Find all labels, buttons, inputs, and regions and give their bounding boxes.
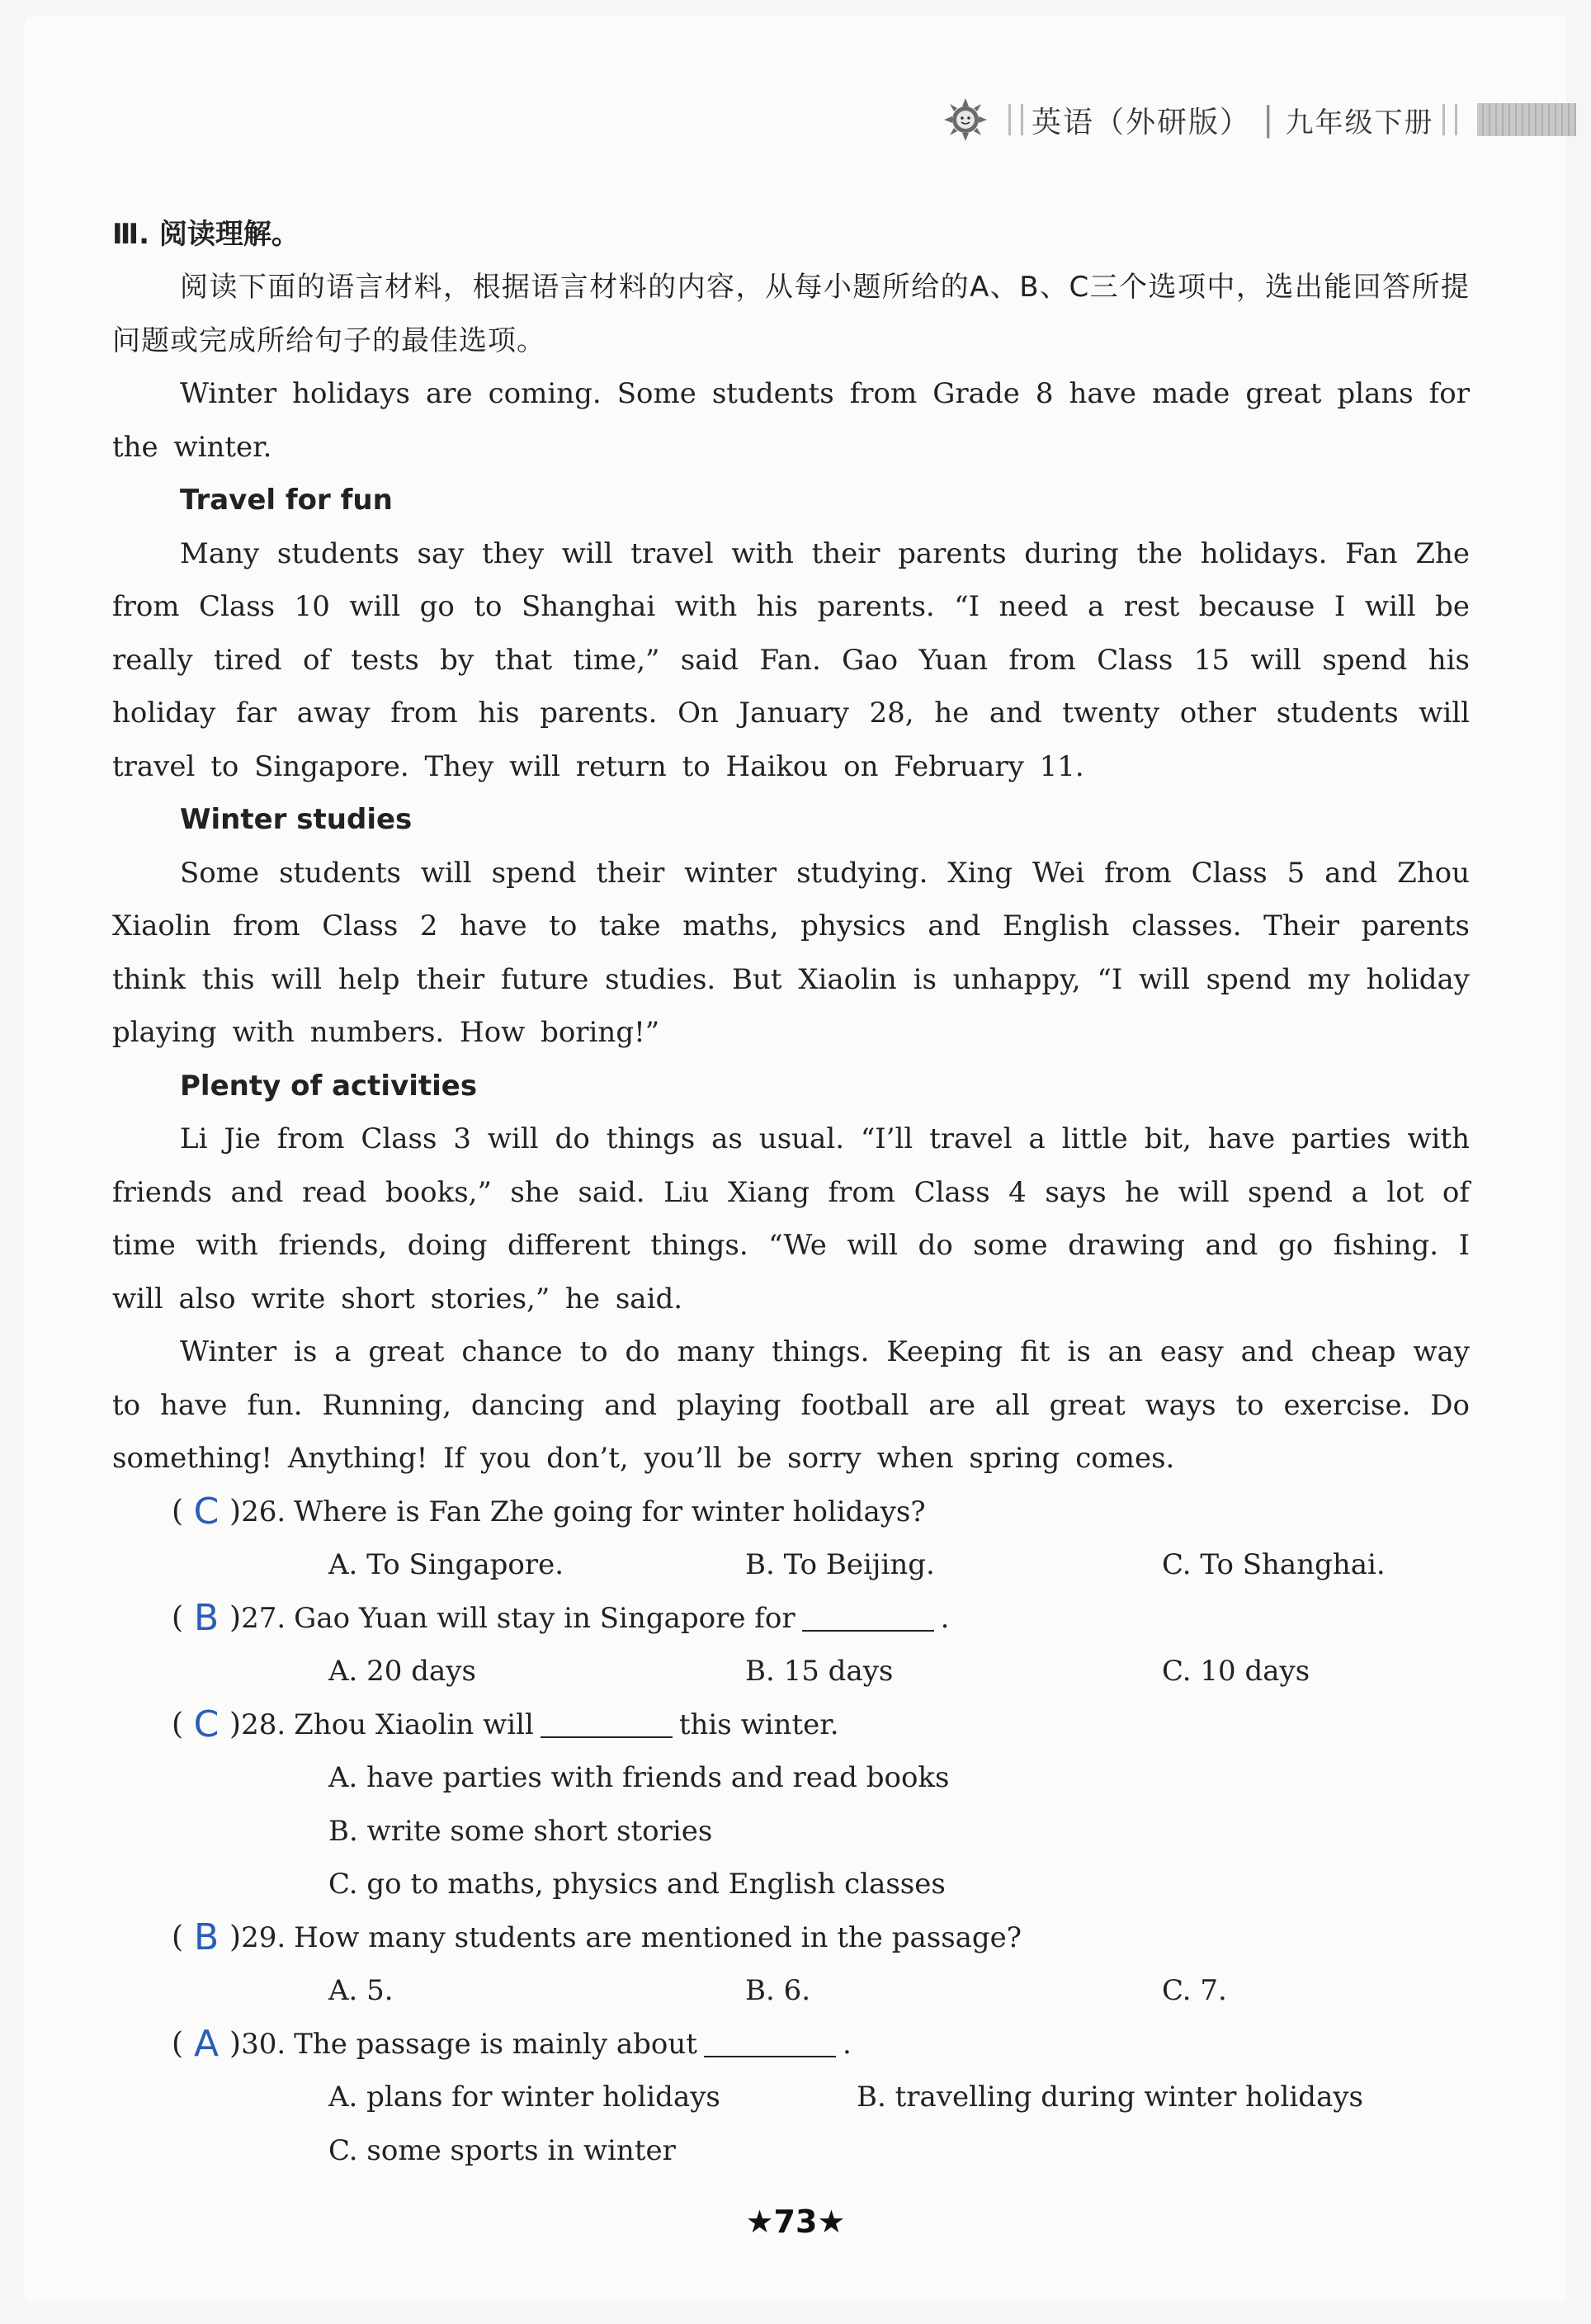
passage-heading: Travel for fun [180,484,393,517]
question-28 [112,1698,1470,1911]
question-number: 29. [241,1920,286,1954]
header-stripe [1477,103,1577,136]
answer-mark: B [193,1596,220,1639]
grade-title: 九年级下册 [1285,106,1434,139]
question-number: 30. [241,2027,286,2061]
passage-intro: Winter holidays are coming. Some students from Grade 8 have made great plans for the winter. [112,377,1470,464]
header-divider [1442,104,1457,135]
page-header [941,91,1576,149]
question-stem: Gao Yuan will stay in Singapore for [294,1601,796,1635]
paren-open: ( [172,1600,184,1635]
option-b: B. travelling during winter holidays [857,2081,1363,2114]
sun-mascot-icon [941,95,990,144]
paren-close: ) [229,1707,242,1741]
option-c: C. go to maths, physics and English classes [328,1868,946,1901]
option-b: B. 15 days [745,1655,894,1688]
page-number: ★73★ [745,2204,846,2240]
passage-paragraph: Li Jie from Class 3 will do things as usual. “I’ll travel a little bit, have parties with friends and read books,” she said. Liu Xiang from Class 4 says he will spend a lot of time with friends, doing different things. “We will do some drawing and go fishing. I will also write short stories,” he said. [112,1122,1470,1316]
paren-close: ) [229,1600,242,1635]
answer-mark: C [193,1703,220,1745]
question-stem: How many students are mentioned in the passage? [294,1920,1022,1954]
passage-heading: Plenty of activities [180,1069,478,1103]
paren-close: ) [229,2026,242,2061]
answer-blank [802,1605,934,1632]
passage-paragraph: Some students will spend their winter studying. Xing Wei from Class 5 and Zhou Xiaolin from Class 2 have to take maths, physics and English classes. Their parents think this will help their future studies. But Xiaolin is unhappy, “I will spend my holiday playing with numbers. How boring!” [112,856,1470,1049]
answer-mark: B [193,1915,220,1958]
paren-open: ( [172,2026,184,2061]
passage-paragraph: Many students say they will travel with their parents during the holidays. Fan Zhe from Class 10 will go to Shanghai with his parents. “I need a rest because I will be really tired of tests by that time,” said Fan. Gao Yuan from Class 15 will spend his holiday far away from his parents. On January 28, he and twenty other students will travel to Singapore. They will return to Haikou on February 11. [112,536,1470,783]
question-stem-end: this winter. [678,1708,839,1741]
question-stem-end: . [842,2027,852,2061]
passage-heading: Winter studies [180,803,413,836]
answer-blank [704,2031,836,2057]
option-a: A. 5. [328,1974,394,2007]
question-number: 26. [241,1495,286,1528]
question-stem: Where is Fan Zhe going for winter holidays? [294,1495,926,1528]
header-separator: | [1263,101,1274,139]
question-stem: Zhou Xiaolin will [294,1708,534,1741]
question-stem: The passage is mainly about [294,2027,697,2061]
option-c: C. 10 days [1162,1655,1310,1688]
question-26 [112,1486,1470,1592]
option-a: A. plans for winter holidays [328,2081,720,2114]
option-c: C. some sports in winter [328,2133,676,2167]
paren-close: ) [229,1920,242,1954]
option-b: B. write some short stories [328,1814,713,1848]
header-divider [1008,104,1023,135]
option-a: A. have parties with friends and read books [328,1761,950,1794]
paren-open: ( [172,1920,184,1954]
answer-mark: A [193,2022,220,2065]
question-27 [112,1592,1470,1698]
answer-blank [541,1712,673,1738]
paren-open: ( [172,1707,184,1741]
option-b: B. 6. [745,1974,811,2007]
section-instruction: 阅读下面的语言材料，根据语言材料的内容，从每小题所给的A、B、C三个选项中，选出能回答所提问题或完成所给句子的最佳选项。 [112,271,1470,357]
paren-close: ) [229,1494,242,1528]
section-title: Ⅲ. 阅读理解。 [112,218,300,251]
option-b: B. To Beijing. [745,1548,935,1581]
paren-open: ( [172,1494,184,1528]
subject-title: 英语（外研版） [1032,105,1252,139]
reading-section [112,208,1470,2177]
option-a: A. To Singapore. [328,1548,564,1581]
question-30 [112,2018,1470,2178]
option-c: C. 7. [1162,1974,1227,2007]
option-c: C. To Shanghai. [1162,1548,1386,1581]
question-number: 27. [241,1601,286,1635]
question-number: 28. [241,1708,286,1741]
question-stem-end: . [940,1601,950,1635]
answer-mark: C [193,1490,220,1533]
question-29 [112,1911,1470,2018]
passage-conclusion: Winter is a great chance to do many things. Keeping fit is an easy and cheap way to have fun. Running, dancing and playing football are all great ways to exercise. Do something! Anything! If you don’t, you’ll be sorry when spring comes. [112,1335,1470,1475]
option-a: A. 20 days [328,1655,476,1688]
